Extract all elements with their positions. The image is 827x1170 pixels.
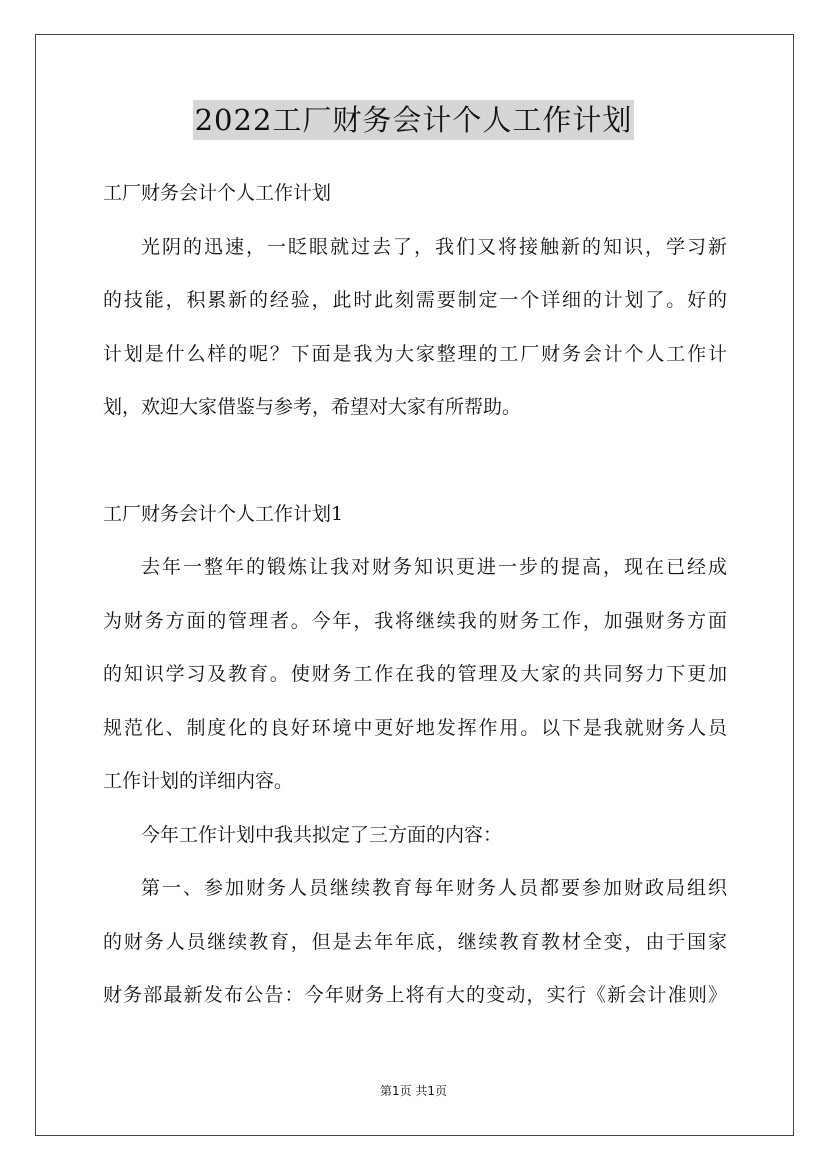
document-title: 2022工厂财务会计个人工作计划 <box>193 100 635 140</box>
paragraph-line: 的知识学习及教育。使财务工作在我的管理及大家的共同努力下更加 <box>103 663 727 685</box>
paragraph-line: 去年一整年的锻炼让我对财务知识更进一步的提高，现在已经成 <box>141 556 727 578</box>
paragraph-line: 的财务人员继续教育，但是去年年底，继续教育教材全变，由于国家 <box>103 930 727 953</box>
paragraph-line: 的技能，积累新的经验，此时此刻需要制定一个详细的计划了。好的 <box>103 289 727 311</box>
paragraph-line: 划，欢迎大家借鉴与参考，希望对大家有所帮助。 <box>103 396 522 418</box>
paragraph-line: 计划是什么样的呢？下面是我为大家整理的工厂财务会计个人工作计 <box>103 342 727 365</box>
paragraph-line: 财务部最新发布公告：今年财务上将有大的变动，实行《新会计准则》 <box>103 984 727 1006</box>
paragraph-line: 规范化、制度化的良好环境中更好地发挥作用。以下是我就财务人员 <box>103 716 727 739</box>
section-heading: 工厂财务会计个人工作计划 <box>103 182 332 204</box>
paragraph-line: 工作计划的详细内容。 <box>103 770 294 792</box>
paragraph-line: 光阴的迅速，一眨眼就过去了，我们又将接触新的知识，学习新 <box>141 235 727 258</box>
paragraph-gap <box>103 438 727 491</box>
title-container <box>0 100 827 140</box>
document-body <box>103 170 727 1026</box>
paragraph-line: 今年工作计划中我共拟定了三方面的内容： <box>141 823 503 846</box>
page-footer: 第1页 共1页 <box>379 1084 448 1098</box>
paragraph-line: 第一、参加财务人员继续教育每年财务人员都要参加财政局组织 <box>141 877 727 899</box>
section-heading: 工厂财务会计个人工作计划1 <box>103 502 344 525</box>
paragraph-line: 为财务方面的管理者。今年，我将继续我的财务工作，加强财务方面 <box>103 609 727 632</box>
